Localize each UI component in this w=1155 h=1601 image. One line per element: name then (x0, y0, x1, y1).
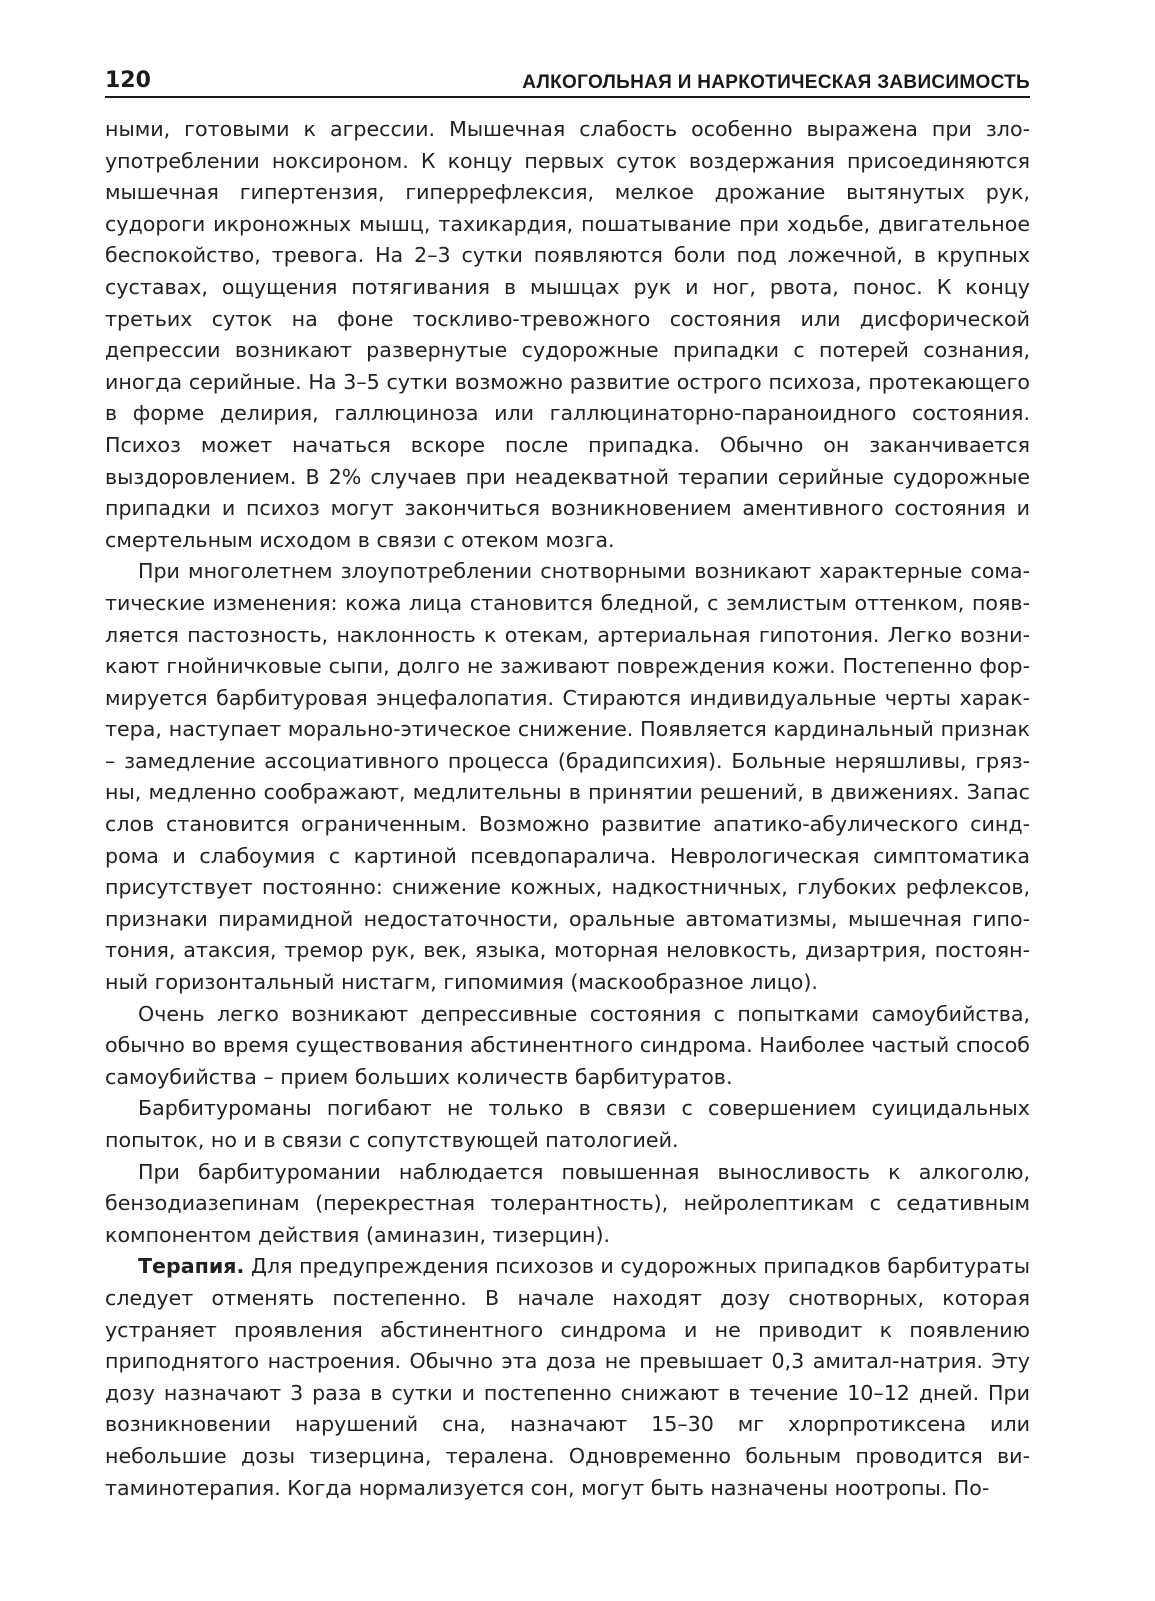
paragraph (105, 1093, 1030, 1156)
paragraph-text: Очень легко возникают депрессивные состояния с попытками самоубийства, обычно во время существования абстинентного синдрома. Наиболее частый способ самоубийства – прием больших количеств барбитуратов. (105, 1001, 1030, 1089)
page-number: 120 (105, 68, 151, 93)
running-title: АЛКОГОЛЬНАЯ И НАРКОТИЧЕСКАЯ ЗАВИСИМОСТЬ (522, 72, 1030, 93)
paragraph-therapy (105, 1251, 1030, 1504)
paragraph-text: При многолетнем злоупотреблении снотворными возникают характерные соматические изменения: кожа лица становится бледной, с землистым оттенком, появляется пастозность, наклонность к отекам, артериальная гипотония. Легко возникают гнойничковые сыпи, долго не заживают повреждения кожи. Постепенно формируется барбитуровая энцефалопатия. Стираются индивидуальные черты характера, наступает морально-этическое снижение. Появляется кардинальный признак – замедление ассоциативного процесса (брадипсихия). Больные неряшливы, грязны, медленно соображают, медлительны в принятии решений, в движениях. Запас слов становится ограниченным. Возможно развитие апатико-абулического синдрома и слабоумия с картиной псевдопаралича. Неврологическая симптоматика присутствует постоянно: снижение кожных, надкостничных, глубоких рефлексов, признаки пирамидной недостаточности, оральные автоматизмы, мышечная гипотония, атаксия, тремор рук, век, языка, моторная неловкость, дизартрия, постоянный горизонтальный нистагм, гипомимия (маскообразное лицо). (105, 559, 1030, 995)
paragraph-lead-term: Терапия. (138, 1254, 245, 1279)
body-text (105, 114, 1030, 1504)
paragraph (105, 1157, 1030, 1252)
running-head (105, 52, 1030, 98)
paragraph-continued (105, 114, 1030, 556)
paragraph (105, 999, 1030, 1094)
paragraph-text: ными, готовыми к агрессии. Мышечная слабость особенно выражена при злоупотреблении ноксироном. К концу первых суток воздержания присоединяются мышечная гипертензия, гиперрефлексия, мелкое дрожание вытянутых рук, судороги икроножных мышц, тахикардия, пошатывание при ходьбе, двигательное беспокойство, тревога. На 2–3 сутки появляются боли под ложечной, в крупных суставах, ощущения потягивания в мышцах рук и ног, рвота, понос. К концу третьих суток на фоне тоскливо-тревожного состояния или дисфорической депрессии возникают развернутые судорожные припадки с потерей сознания, иногда серийные. На 3–5 сутки возможно развитие острого психоза, протекающего в форме делирия, галлюциноза или галлюцинаторно-параноидного состояния. Психоз может начаться вскоре после припадка. Обычно он заканчивается выздоровлением. В 2% случаев при неадекватной терапии серийные судорожные припадки и психоз могут закончиться возникновением аментивного состояния и смертельным исходом в связи с отеком мозга. (105, 117, 1030, 552)
paragraph-text: Барбитуроманы погибают не только в связи с совершением суицидальных попыток, но и в связи с сопутствующей патологией. (105, 1096, 1030, 1152)
paragraph-text: Для предупреждения психозов и судорожных припадков барбитураты следует отменять постепенно. В начале находят дозу снотворных, которая устраняет проявления абстинентного синдрома и не приводит к появлению приподнятого настроения. Обычно эта доза не превышает 0,3 амитал-натрия. Эту дозу назначают 3 раза в сутки и постепенно снижают в течение 10–12 дней. При возникновении нарушений сна, назначают 15–30 мг хлорпротиксена или небольшие дозы тизерцина, тералена. Одновременно больным проводится витаминотерапия. Когда нормализуется сон, могут быть назначены ноотропы. По- (105, 1254, 1030, 1500)
paragraph (105, 556, 1030, 998)
paragraph-text: При барбитуромании наблюдается повышенная выносливость к алкоголю, бензодиазепинам (перекрестная толерантность), нейролептикам с седативным компонентом действия (аминазин, тизерцин). (105, 1159, 1030, 1247)
book-page (105, 52, 1030, 1504)
